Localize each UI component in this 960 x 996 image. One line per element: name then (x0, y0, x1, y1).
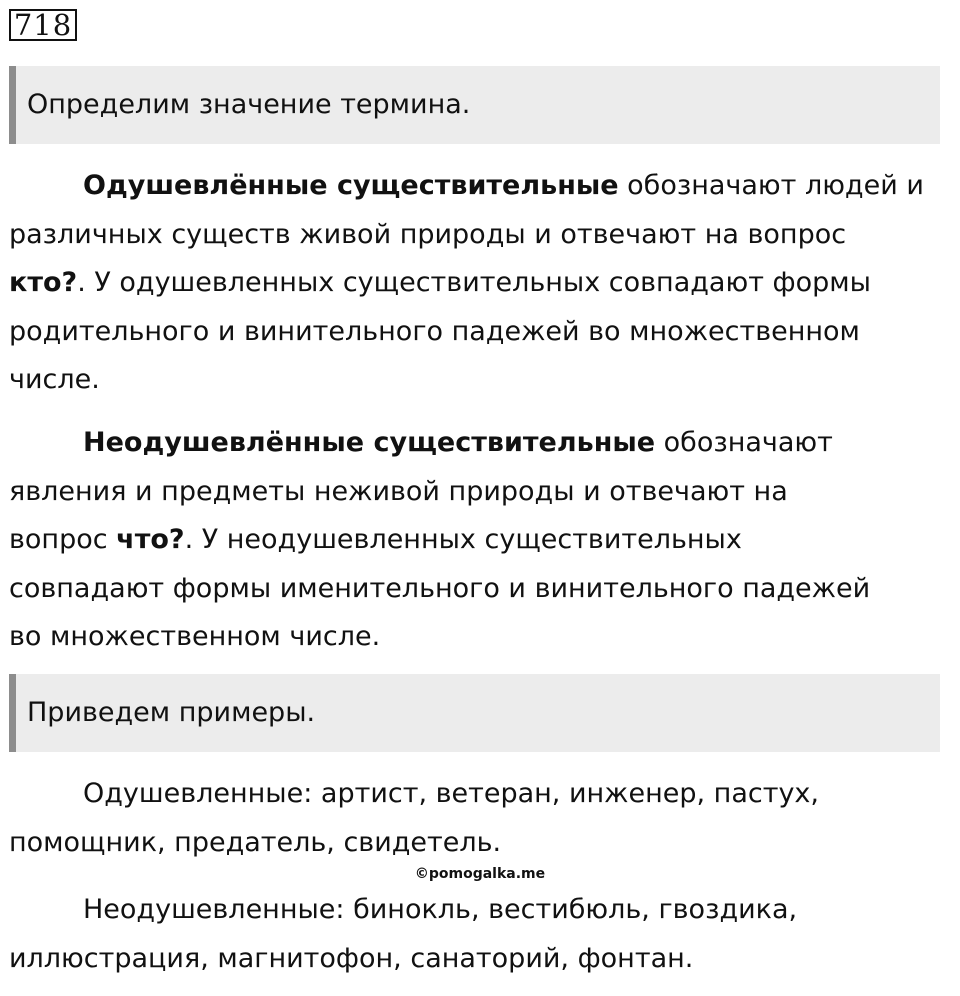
text-line: вопрос что?. У неодушевленных существительных (9, 524, 742, 555)
text-line: различных существ живой природы и отвечают на вопрос (9, 218, 847, 250)
task-number: 718 (9, 9, 77, 41)
text-line: иллюстрация, магнитофон, санаторий, фонтан. (9, 942, 694, 974)
examples-inanimate (9, 886, 954, 983)
section-heading-definition (9, 66, 940, 144)
question-who: кто? (9, 267, 78, 298)
definition-inanimate-paragraph (9, 419, 954, 662)
text-line: Неодушевленные: бинокль, вестибюль, гвоздика, (83, 894, 798, 925)
text-line: совпадают формы именительного и винительного падежей (9, 572, 871, 604)
examples-animate (9, 770, 954, 867)
term-inanimate: Неодушевлённые существительные (83, 427, 656, 458)
section-heading-examples (9, 674, 940, 752)
section-heading-text: Приведем примеры. (27, 697, 316, 728)
text-line: родительного и винительного падежей во множественном (9, 315, 860, 347)
text-line: помощник, предатель, свидетель. (9, 826, 502, 858)
section-heading-text: Определим значение термина. (27, 89, 471, 120)
text-line: числе. (9, 364, 100, 395)
term-animate: Одушевлённые существительные (83, 170, 619, 201)
text-line: явления и предметы неживой природы и отвечают на (9, 475, 788, 507)
text-line: во множественном числе. (9, 621, 381, 652)
text-line: Одушевлённые существительные обозначают людей и (83, 170, 924, 201)
watermark: ©pomogalka.me (414, 866, 546, 882)
text-line: Одушевленные: артист, ветеран, инженер, пастух, (83, 778, 819, 809)
text-line: Неодушевлённые существительные обозначают (83, 427, 833, 458)
definition-animate-paragraph (9, 162, 954, 405)
question-what: что? (116, 524, 185, 555)
text-line: кто?. У одушевленных существительных совпадают формы (9, 267, 871, 298)
